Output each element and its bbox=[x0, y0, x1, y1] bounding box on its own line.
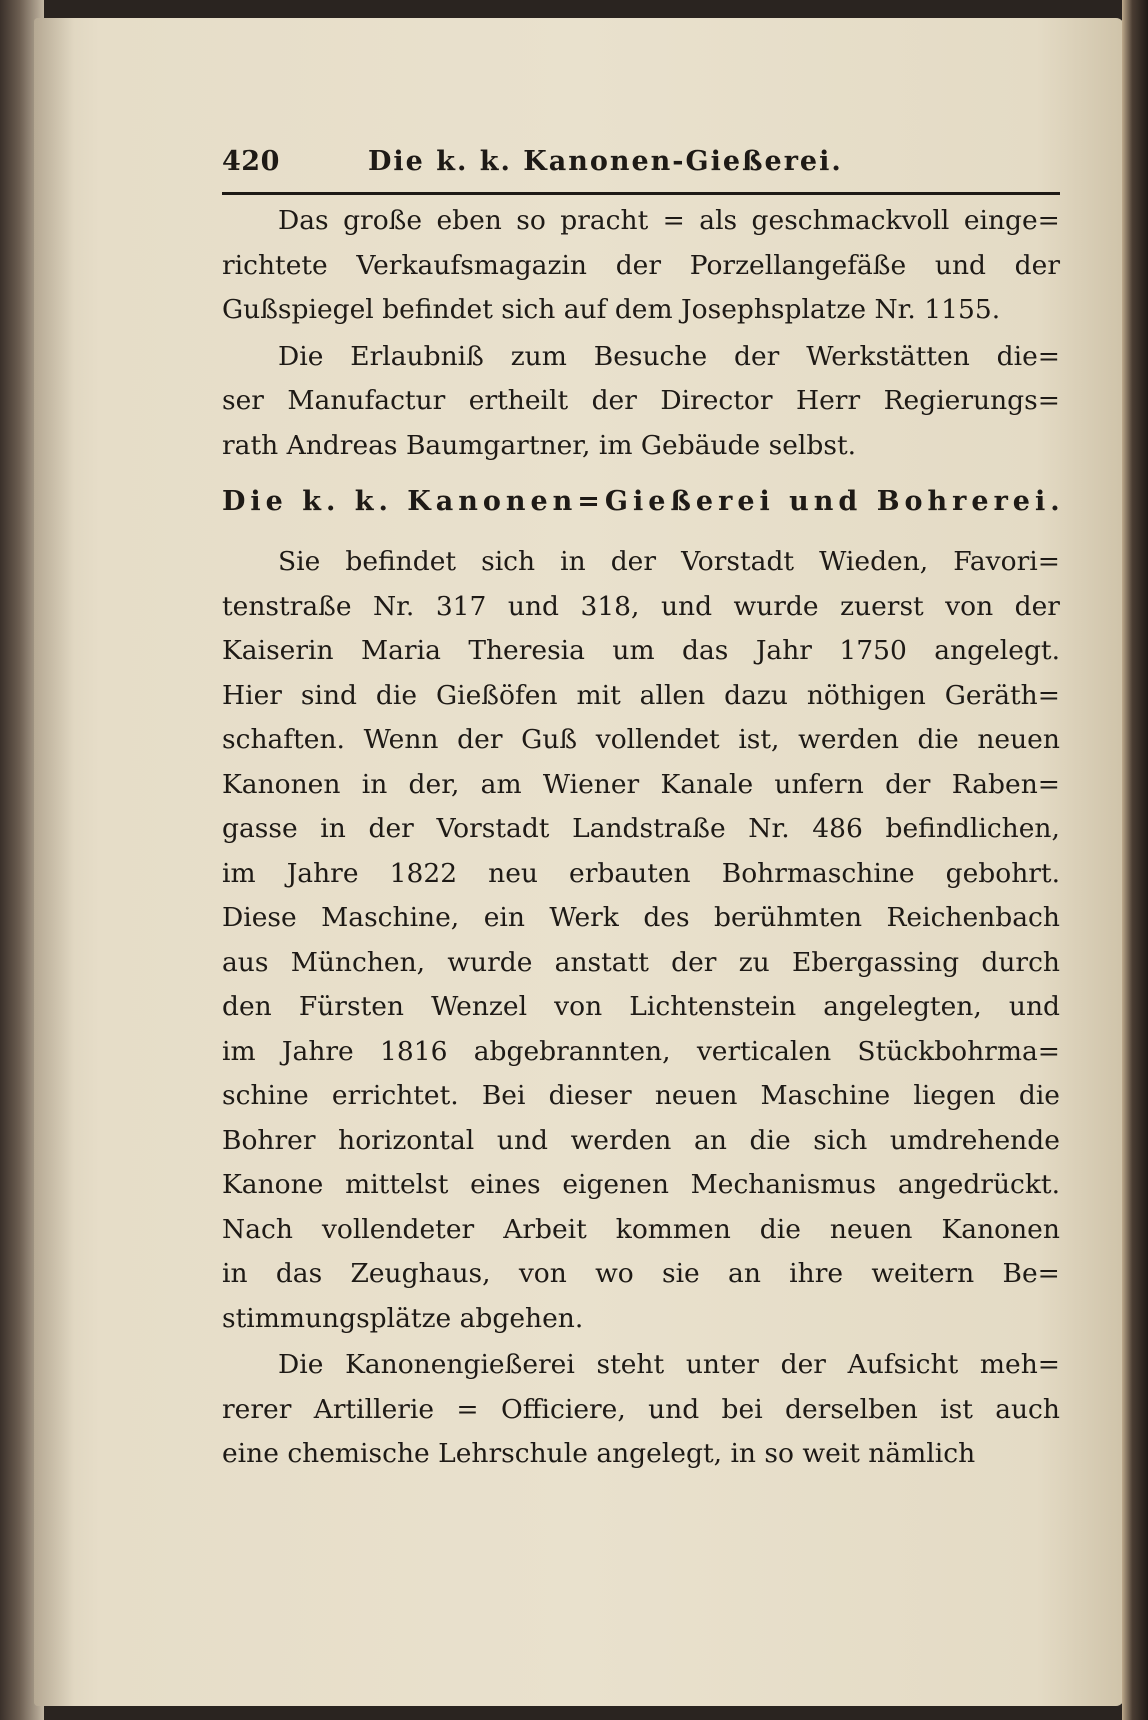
text-line: Nach vollendeter Arbeit kommen die neuen Kanonen bbox=[222, 1213, 1060, 1245]
text-line: tenstraße Nr. 317 und 318, und wurde zuerst von der bbox=[222, 590, 1060, 622]
text-line: Kanone mittelst eines eigenen Mechanismus angedrückt. bbox=[222, 1169, 1060, 1200]
text-line: Diese Maschine, ein Werk des berühmten Reichenbach bbox=[222, 902, 1060, 933]
text-line: schaften. Wenn der Guß vollendet ist, werden die neuen bbox=[222, 724, 1060, 755]
text-line: rerer Artillerie = Officiere, und bei derselben ist auch bbox=[222, 1393, 1060, 1425]
text-line: Kanonen in der, am Wiener Kanale unfern der Raben= bbox=[222, 768, 1060, 800]
text-line: im Jahre 1816 abgebrannten, verticalen Stückbohrma= bbox=[222, 1035, 1060, 1067]
text-line: rath Andreas Baumgartner, im Gebäude selbst. bbox=[222, 429, 857, 461]
paragraph bbox=[222, 540, 1060, 1341]
text-line: Sie befindet sich in der Vorstadt Wieden, Favori= bbox=[278, 546, 1060, 577]
running-head: Die k. k. Kanonen-Gießerei. bbox=[368, 146, 843, 177]
text-line: ser Manufactur ertheilt der Director Herr Regierungs= bbox=[222, 385, 1060, 416]
text-line: im Jahre 1822 neu erbauten Bohrmaschine gebohrt. bbox=[222, 857, 1060, 889]
intro-paragraphs bbox=[222, 199, 1060, 468]
text-line: schine errichtet. Bei dieser neuen Maschine liegen die bbox=[222, 1080, 1060, 1111]
page-number: 420 bbox=[222, 146, 280, 177]
section-title: Die k. k. Kanonen=Gießerei und Bohrerei. bbox=[222, 486, 1065, 517]
text-line: Kaiserin Maria Theresia um das Jahr 1750 angelegt. bbox=[222, 635, 1060, 666]
text-line: Die Erlaubniß zum Besuche der Werkstätten die= bbox=[278, 340, 1060, 372]
header-rule bbox=[222, 192, 1060, 195]
page-content bbox=[222, 146, 1065, 1477]
text-line: aus München, wurde anstatt der zu Ebergassing durch bbox=[222, 946, 1060, 978]
paragraph bbox=[222, 199, 1060, 333]
text-line: stimmungsplätze abgehen. bbox=[222, 1302, 584, 1334]
paragraph bbox=[222, 1343, 1060, 1477]
right-page-edge bbox=[1122, 0, 1148, 1720]
text-line: Die Kanonengießerei steht unter der Aufsicht meh= bbox=[278, 1349, 1060, 1380]
text-line: Bohrer horizontal und werden an die sich umdrehende bbox=[222, 1124, 1060, 1156]
text-line: Das große eben so pracht = als geschmackvoll einge= bbox=[278, 205, 1060, 236]
book-page bbox=[34, 18, 1124, 1706]
text-line: gasse in der Vorstadt Landstraße Nr. 486 befindlichen, bbox=[222, 813, 1060, 844]
text-line: eine chemische Lehrschule angelegt, in so weit nämlich bbox=[222, 1438, 976, 1469]
text-line: Gußspiegel befindet sich auf dem Josephsplatze Nr. 1155. bbox=[222, 294, 1001, 325]
text-line: richtete Verkaufsmagazin der Porzellangefäße und der bbox=[222, 249, 1060, 281]
page-header bbox=[222, 146, 1060, 190]
text-line: in das Zeughaus, von wo sie an ihre weitern Be= bbox=[222, 1258, 1060, 1289]
text-line: Hier sind die Gießöfen mit allen dazu nöthigen Geräth= bbox=[222, 679, 1060, 711]
text-line: den Fürsten Wenzel von Lichtenstein angelegten, und bbox=[222, 991, 1060, 1022]
section-paragraphs bbox=[222, 540, 1060, 1477]
paragraph bbox=[222, 335, 1060, 469]
